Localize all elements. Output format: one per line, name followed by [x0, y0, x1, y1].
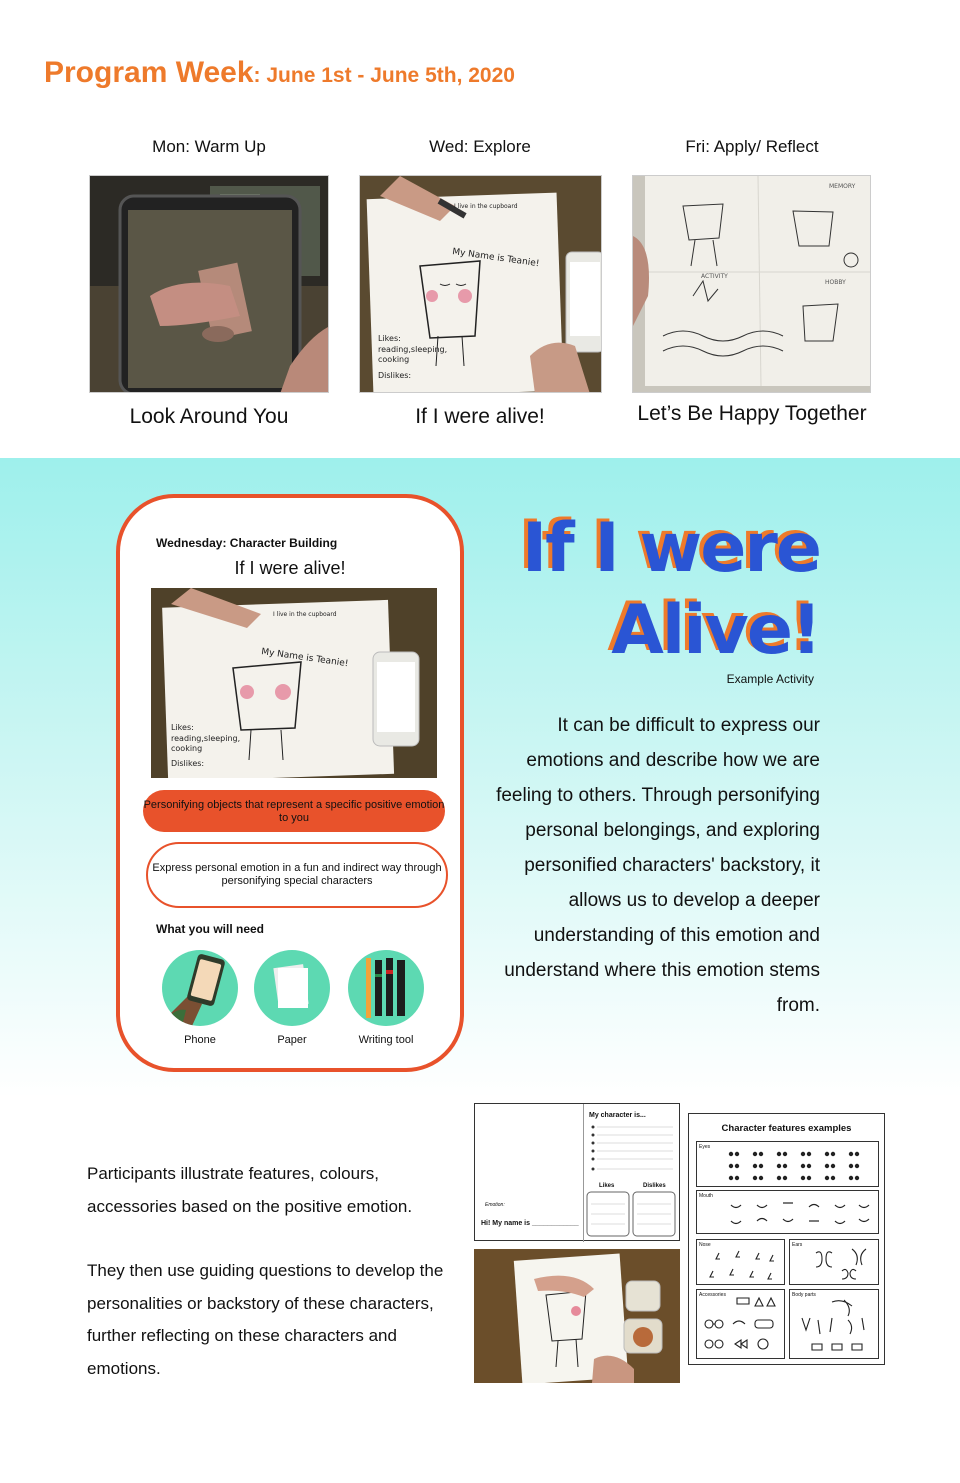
pill-express-emotion: Express personal emotion in a fun and indirect way through personifying special characters — [146, 842, 448, 908]
activity-card — [116, 494, 464, 1072]
need-phone — [160, 950, 240, 1046]
phone-icon — [162, 950, 238, 1026]
what-you-will-need-label: What you will need — [156, 922, 265, 936]
features-eyes-label: Eyes — [699, 1144, 711, 1150]
feature-description: It can be difficult to express our emotions and describe how we are feeling to others. Through personifying personal belongings, and exploring personified characters' backstory, it allows us to develop a deeper understanding of this emotion and understand where this emotion stems from. — [496, 715, 820, 1016]
pill-personifying-objects: Personifying objects that represent a specific positive emotion to you — [143, 790, 445, 832]
svg-text:Dislikes:: Dislikes: — [171, 759, 205, 768]
card-title: If I were alive! — [234, 558, 346, 578]
svg-text:Likes:: Likes: — [378, 334, 401, 343]
svg-text:MEMORY: MEMORY — [829, 183, 856, 190]
header-colon: : — [253, 64, 261, 87]
svg-text:reading,sleeping,: reading,sleeping, — [171, 734, 241, 743]
worksheet-likes: Likes — [599, 1183, 615, 1189]
feature-title — [500, 508, 820, 672]
activity-title-wed: If I were alive! — [415, 405, 545, 428]
need-paper-label: Paper — [277, 1034, 307, 1046]
writing-tool-icon — [348, 950, 424, 1026]
activity-title-mon: Look Around You — [129, 405, 289, 428]
character-features-sheet — [688, 1113, 885, 1365]
worksheet-name-line: Hi! My name is ____________ — [481, 1220, 579, 1227]
svg-text:cooking: cooking — [171, 744, 203, 753]
svg-text:My Name is Teanie!: My Name is Teanie! — [260, 647, 349, 670]
photo-look-around — [89, 175, 329, 393]
svg-text:reading,sleeping,: reading,sleeping, — [378, 345, 448, 354]
svg-text:I live in the cupboard: I live in the cupboard — [454, 203, 518, 210]
svg-text:My Name is Teanie!: My Name is Teanie! — [451, 247, 540, 270]
photo-if-i-were-alive — [359, 175, 602, 393]
features-accessories-box — [696, 1289, 785, 1359]
svg-text:cooking: cooking — [378, 355, 410, 364]
need-phone-label: Phone — [184, 1034, 216, 1046]
worksheet-dislikes: Dislikes — [643, 1183, 666, 1189]
photo-character-drawing — [474, 1249, 680, 1383]
participants-paragraph-2: They then use guiding questions to develop the personalities or backstory of these characters, further reflecting on these characters and emotions. — [87, 1261, 444, 1378]
features-ears-box — [789, 1239, 879, 1285]
svg-text:Dislikes:: Dislikes: — [378, 371, 412, 380]
features-nose-box — [696, 1239, 785, 1285]
participants-paragraph-1: Participants illustrate features, colours, accessories based on the positive emotion. — [87, 1164, 413, 1216]
example-activity-label: Example Activity — [726, 672, 814, 686]
features-eyes-box — [696, 1141, 879, 1187]
need-writing-tool — [346, 950, 426, 1046]
character-worksheet — [474, 1103, 680, 1241]
features-body-parts-label: Body parts — [792, 1292, 816, 1298]
svg-text:Likes:: Likes: — [171, 723, 194, 732]
program-week-label: Program Week — [44, 56, 254, 89]
need-writing-tool-label: Writing tool — [358, 1034, 414, 1046]
svg-text:HOBBY: HOBBY — [825, 279, 846, 286]
activity-title-fri: Let’s Be Happy Together — [637, 402, 867, 425]
paper-icon — [254, 950, 330, 1026]
day-label-mon: Mon: Warm Up — [152, 137, 266, 156]
svg-text:I live in the cupboard: I live in the cupboard — [273, 611, 337, 618]
day-label-wed: Wed: Explore — [429, 137, 531, 156]
card-subtitle: Wednesday: Character Building — [156, 536, 338, 550]
program-week-header — [44, 56, 515, 90]
svg-text:ACTIVITY: ACTIVITY — [701, 273, 728, 280]
features-mouth-box — [696, 1190, 879, 1234]
need-paper — [252, 950, 332, 1046]
features-accessories-label: Accessories — [699, 1292, 726, 1298]
card-photo — [151, 588, 437, 778]
worksheet-emotion: Emotion: — [485, 1202, 505, 1208]
feature-title-line1: If I were — [521, 509, 820, 588]
photo-happy-together — [632, 175, 871, 393]
features-mouth-label: Mouth — [699, 1193, 713, 1199]
participants-text — [87, 1158, 457, 1385]
features-title: Character features examples — [721, 1123, 852, 1134]
features-nose-label: Nose — [699, 1242, 711, 1248]
program-dates: June 1st - June 5th, 2020 — [260, 64, 515, 87]
worksheet-title: My character is... — [589, 1112, 646, 1119]
features-body-parts-box — [789, 1289, 879, 1359]
day-label-fri: Fri: Apply/ Reflect — [685, 137, 819, 156]
features-ears-label: Ears — [792, 1242, 803, 1248]
feature-title-line2: Alive! — [611, 591, 820, 670]
